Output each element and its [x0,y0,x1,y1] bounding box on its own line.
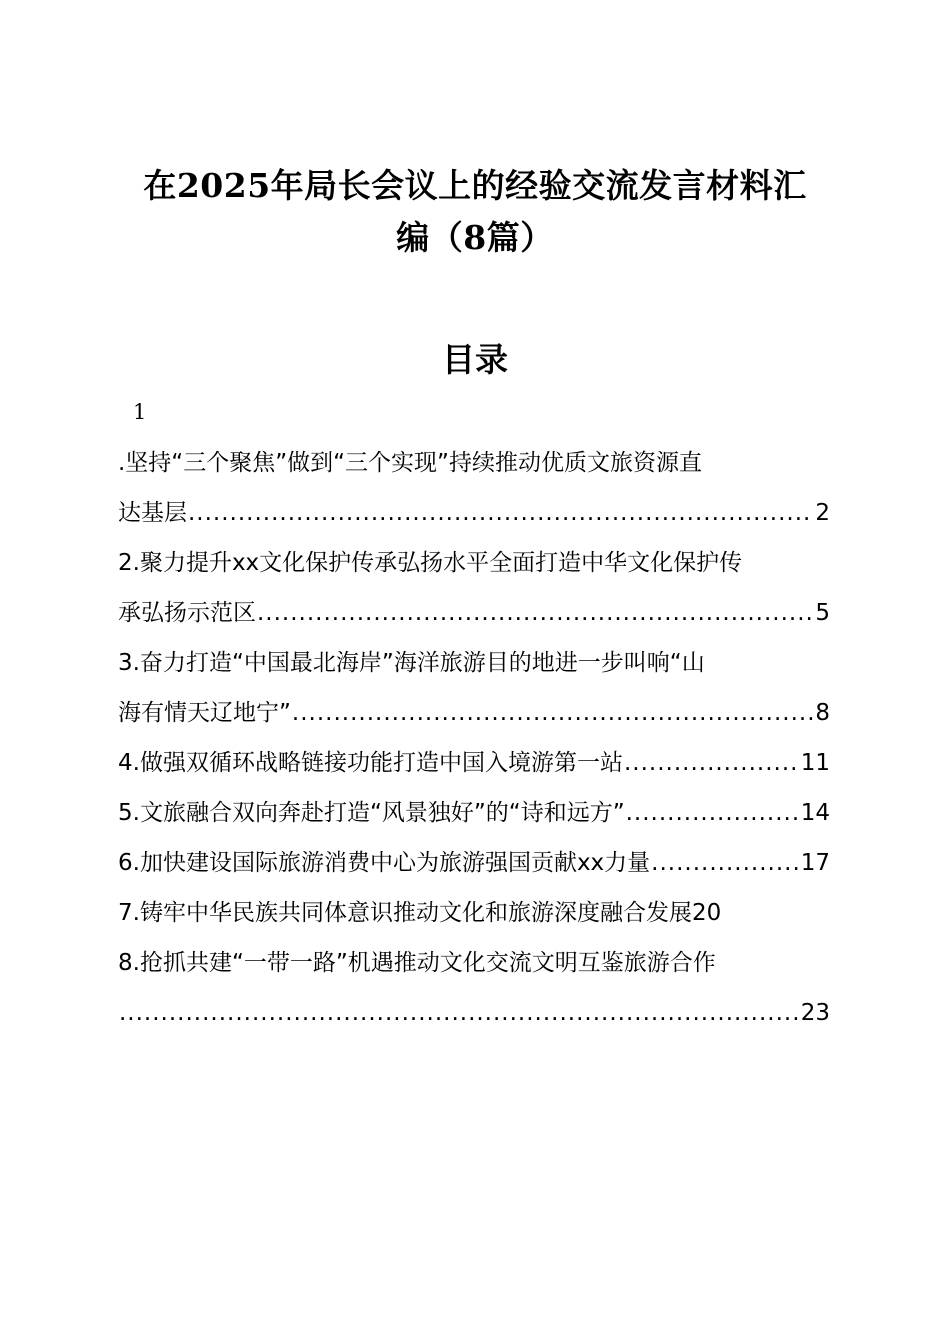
toc-page-number: 5 [815,600,830,626]
toc-entry-1-line-2 [118,488,830,538]
toc-entry-5-line-1 [118,788,830,838]
document-title-line-1: 在2025年局长会议上的经验交流发言材料汇 [143,166,807,205]
toc-entry-6-line-1 [118,838,830,888]
document-title-line-2: 编（8篇） [396,218,554,257]
toc-entry-7-line-1 [118,888,830,938]
toc-entry-title: 3.奋力打造“中国最北海岸”海洋旅游目的地进一步叫响“山 [118,650,705,676]
toc-entry-title: 7.铸牢中华民族共同体意识推动文化和旅游深度融合发展 [118,900,692,926]
toc-page-number: 23 [800,1000,830,1026]
toc-entry-title: 4.做强双循环战略链接功能打造中国入境游第一站 [118,750,623,776]
toc-page-number: 8 [815,700,830,726]
toc-entry-1[interactable] [118,438,830,538]
toc-entry-2[interactable] [118,538,830,638]
toc-dot-leader [188,488,813,538]
toc-entry-5[interactable] [118,788,830,838]
toc-entry-title: 5.文旅融合双向奔赴打造“风景独好”的“诗和远方” [118,800,625,826]
toc-entry-title: 2.聚力提升xx文化保护传承弘扬水平全面打造中华文化保护传 [118,550,743,576]
toc-entry-4[interactable] [118,738,830,788]
toc-entry-title-continued: 承弘扬示范区 [118,600,256,626]
toc-entry-7[interactable] [118,888,830,938]
toc-page-number: 17 [800,850,830,876]
toc-entry-2-line-1 [118,538,830,588]
toc-entry-title: .坚持“三个聚焦”做到“三个实现”持续推动优质文旅资源直 [118,450,702,476]
toc-entry-3-line-1 [118,638,830,688]
document-title [100,160,850,264]
toc-lead-number: 1 [133,400,147,424]
toc-entry-1-line-1 [118,438,830,488]
toc-entry-8[interactable] [118,938,830,1038]
toc-dot-leader [257,588,813,638]
toc-heading: 目录 [442,340,508,379]
table-of-contents [118,438,830,1038]
toc-entry-title-continued: 达基层 [118,500,187,526]
toc-entry-6[interactable] [118,838,830,888]
toc-page-number: 11 [800,750,830,776]
toc-page-number: 2 [815,500,830,526]
toc-entry-title: 8.抢抓共建“一带一路”机遇推动文化交流文明互鉴旅游合作 [118,950,716,976]
toc-entry-2-line-2 [118,588,830,638]
toc-dot-leader [292,688,813,738]
toc-entry-4-line-1 [118,738,830,788]
toc-dot-leader [624,738,799,788]
toc-dot-leader [651,838,799,888]
toc-entry-8-line-1 [118,938,830,988]
toc-page-number: 20 [691,900,722,926]
toc-page-number: 14 [800,800,830,826]
toc-dot-leader [626,788,799,838]
toc-entry-8-line-2 [118,988,830,1038]
toc-entry-title-continued: 海有情天辽地宁” [118,700,291,726]
toc-dot-leader [119,988,799,1038]
toc-entry-3-line-2 [118,688,830,738]
toc-entry-3[interactable] [118,638,830,738]
toc-entry-title: 6.加快建设国际旅游消费中心为旅游强国贡献xx力量 [118,850,651,876]
